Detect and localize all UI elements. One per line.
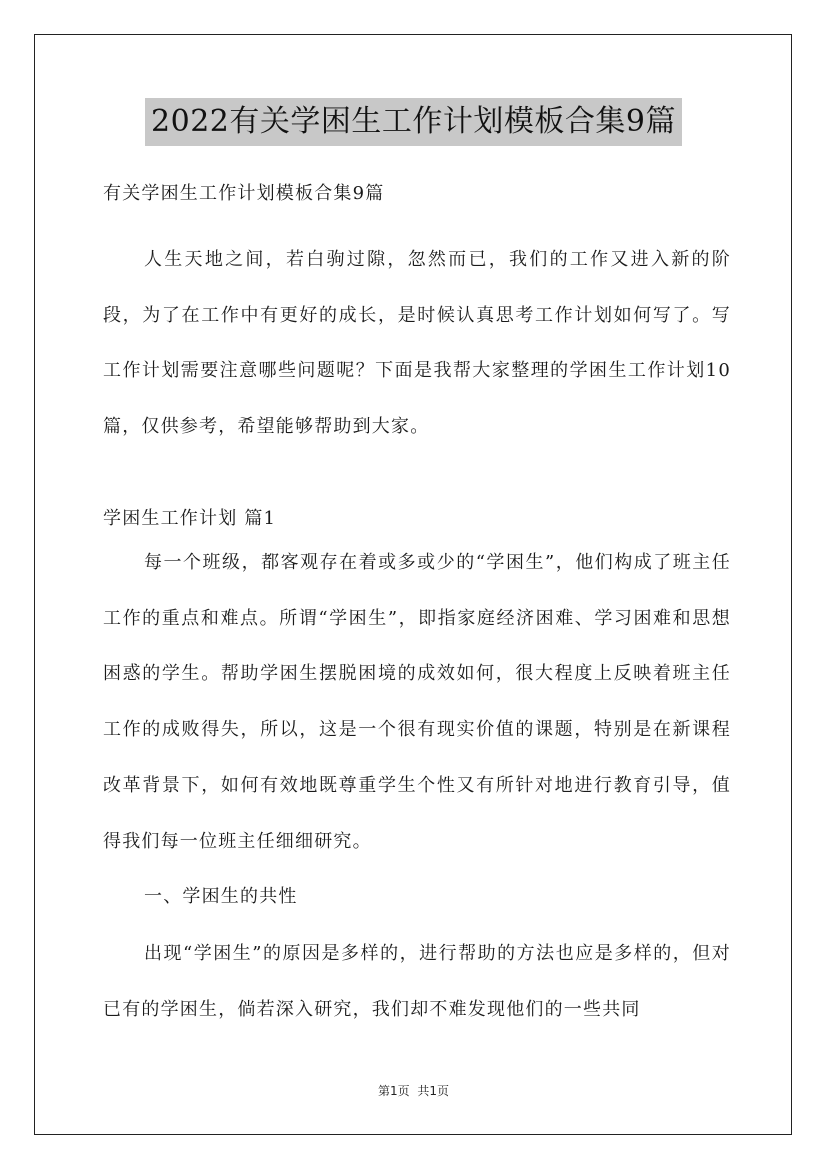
page-footer: 第1页 共1页 [377, 1084, 450, 1098]
document-subtitle: 有关学困生工作计划模板合集9篇 [103, 183, 385, 204]
sub-paragraph: 出现“学困生”的原因是多样的，进行帮助的方法也应是多样的，但对已有的学困生，倘若深入研究，我们却不难发现他们的一些共同 [103, 943, 731, 1020]
title-container [0, 98, 827, 146]
section-heading: 学困生工作计划 篇1 [103, 508, 277, 529]
sub-heading: 一、学困生的共性 [144, 886, 298, 907]
document-title: 2022有关学困生工作计划模板合集9篇 [145, 98, 682, 146]
section-paragraph: 每一个班级，都客观存在着或多或少的“学困生”，他们构成了班主任工作的重点和难点。所谓“学困生”，即指家庭经济困难、学习困难和思想困惑的学生。帮助学困生摆脱困境的成效如何，很大程度上反映着班主任工作的成败得失，所以，这是一个很有现实价值的课题，特别是在新课程改革背景下，如何有效地既尊重学生个性又有所针对地进行教育引导，值得我们每一位班主任细细研究。 [103, 552, 731, 852]
intro-paragraph: 人生天地之间，若白驹过隙，忽然而已，我们的工作又进入新的阶段，为了在工作中有更好的成长，是时候认真思考工作计划如何写了。写工作计划需要注意哪些问题呢？下面是我帮大家整理的学困生工作计划10篇，仅供参考，希望能够帮助到大家。 [103, 249, 731, 438]
